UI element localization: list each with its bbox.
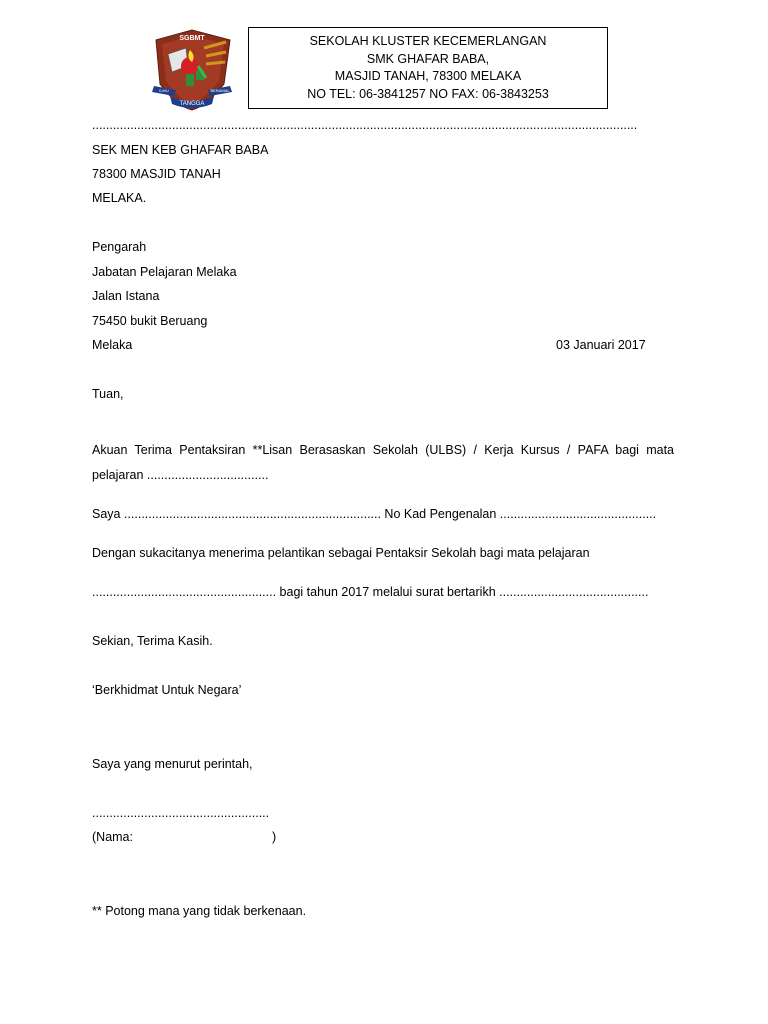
header-line-1: SEKOLAH KLUSTER KECEMERLANGAN bbox=[309, 34, 547, 48]
recipient-line-4: 75450 bukit Beruang bbox=[92, 314, 208, 328]
sender-line-3: MELAKA. bbox=[92, 191, 147, 205]
header-line-3: MASJID TANAH, 78300 MELAKA bbox=[334, 69, 522, 83]
logo-left-ribbon-text: ILMU bbox=[159, 88, 169, 93]
subject-line-1: Akuan Terima Pentaksiran **Lisan Berasaskan Sekolah (ULBS) / Kerja Kursus / PAFA bagi mata bbox=[92, 443, 674, 457]
header-line-4: NO TEL: 06-3841257 NO FAX: 06-3843253 bbox=[307, 86, 549, 101]
name-label: (Nama: bbox=[92, 830, 133, 844]
sender-line-2: 78300 MASJID TANAH bbox=[92, 167, 221, 181]
logo-bottom-ribbon-text: TANGGA bbox=[179, 101, 205, 107]
letter-date: 03 Januari 2017 bbox=[556, 338, 646, 352]
recipient-line-5: Melaka bbox=[92, 338, 133, 352]
closing-obey: Saya yang menurut perintah, bbox=[92, 757, 253, 771]
header-separator: ............................................................................................................................................................. bbox=[92, 118, 638, 132]
name-close-paren: ) bbox=[272, 830, 277, 844]
recipient-line-1: Pengarah bbox=[92, 240, 147, 254]
closing-thanks: Sekian, Terima Kasih. bbox=[92, 634, 213, 648]
footnote: ** Potong mana yang tidak berkenaan. bbox=[92, 904, 307, 918]
appointment-line: Dengan sukacitanya menerima pelantikan sebagai Pentaksir Sekolah bagi mata pelajaran bbox=[92, 546, 590, 560]
signature-line: ................................................... bbox=[92, 806, 270, 820]
header-line-2: SMK GHAFAR BABA, bbox=[366, 51, 490, 66]
sender-line-1: SEK MEN KEB GHAFAR BABA bbox=[92, 143, 269, 157]
closing-motto: ‘Berkhidmat Untuk Negara’ bbox=[92, 683, 242, 697]
logo-right-ribbon-text: BERAMAL bbox=[210, 88, 230, 93]
recipient-line-2: Jabatan Pelajaran Melaka bbox=[92, 265, 237, 279]
year-date-line: ..................................................... bagi tahun 2017 melalui surat bertarikh ........................................... bbox=[92, 585, 649, 599]
logo-top-text: SGBMT bbox=[179, 35, 205, 42]
recipient-line-3: Jalan Istana bbox=[92, 289, 160, 303]
name-ic-line: Saya .......................................................................... No Kad Pengenalan ............................................. bbox=[92, 507, 657, 521]
school-crest-logo bbox=[146, 26, 238, 114]
salutation: Tuan, bbox=[92, 387, 124, 401]
school-header-box bbox=[248, 27, 608, 109]
subject-line-2: pelajaran ................................... bbox=[92, 468, 269, 482]
